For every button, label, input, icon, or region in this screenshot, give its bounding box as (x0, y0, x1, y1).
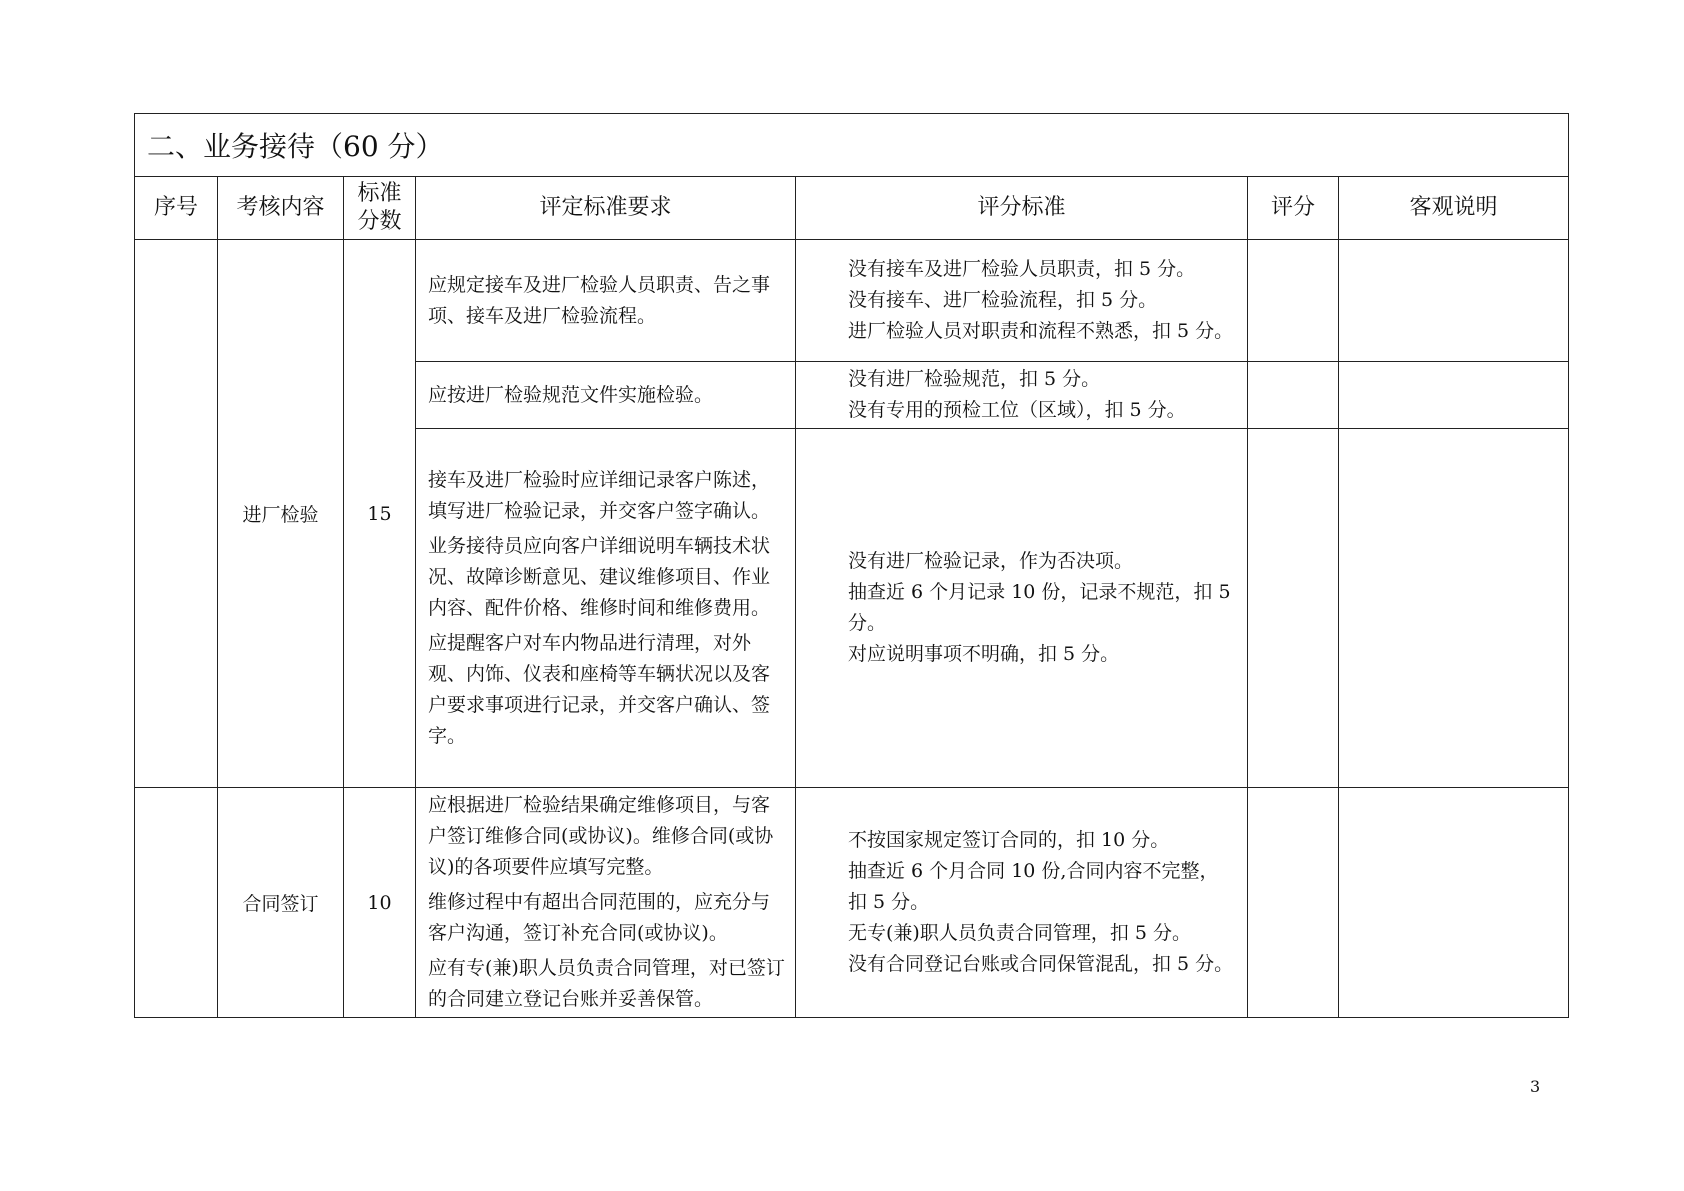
criteria-line: 没有进厂检验记录，作为否决项。 (848, 550, 1134, 572)
rating-cell (1248, 240, 1339, 362)
header-remarks: 客观说明 (1339, 177, 1569, 240)
score-cell: 10 (344, 788, 416, 1018)
seq-cell (135, 788, 218, 1018)
criteria-cell (796, 429, 1248, 788)
requirement-text: 接车及进厂检验时应详细记录客户陈述，填写进厂检验记录，并交客户签字确认。 (428, 468, 771, 522)
remarks-cell (1339, 429, 1569, 788)
header-score-line1: 标准 (357, 181, 402, 206)
requirement-cell (416, 429, 796, 788)
header-rating: 评分 (1248, 177, 1339, 240)
header-requirement: 评定标准要求 (416, 177, 796, 240)
table-row (135, 788, 1569, 1018)
requirement-text: 业务接待员应向客户详细说明车辆技术状况、故障诊断意见、建议维修项目、作业内容、配件价格、维修时间和维修费用。 (428, 534, 771, 619)
requirement-text: 应按进厂检验规范文件实施检验。 (428, 383, 714, 406)
criteria-line: 没有合同登记台账或合同保管混乱，扣 5 分。 (848, 953, 1234, 975)
content-cell: 进厂检验 (218, 240, 344, 788)
requirement-cell (416, 362, 796, 429)
criteria-line: 对应说明事项不明确，扣 5 分。 (848, 643, 1120, 665)
rating-cell (1248, 788, 1339, 1018)
criteria-cell (796, 240, 1248, 362)
requirement-text: 维修过程中有超出合同范围的，应充分与客户沟通，签订补充合同(或协议)。 (428, 891, 771, 944)
requirement-text: 应规定接车及进厂检验人员职责、告之事项、接车及进厂检验流程。 (428, 273, 771, 327)
criteria-line: 没有接车及进厂检验人员职责，扣 5 分。 (848, 258, 1196, 280)
header-content: 考核内容 (218, 177, 344, 240)
criteria-line: 没有进厂检验规范，扣 5 分。 (848, 368, 1101, 390)
requirement-cell (416, 240, 796, 362)
rating-cell (1248, 362, 1339, 429)
section-title-row (135, 114, 1569, 177)
remarks-cell (1339, 240, 1569, 362)
header-criteria: 评分标准 (796, 177, 1248, 240)
assessment-table (134, 113, 1569, 1018)
criteria-line: 进厂检验人员对职责和流程不熟悉，扣 5 分。 (848, 320, 1234, 342)
page-number: 3 (1530, 1077, 1541, 1096)
table-row (135, 240, 1569, 362)
header-score-line2: 分数 (357, 209, 402, 234)
seq-cell (135, 240, 218, 788)
rating-cell (1248, 429, 1339, 788)
requirement-cell (416, 788, 796, 1018)
criteria-line: 没有接车、进厂检验流程，扣 5 分。 (848, 289, 1158, 311)
score-cell: 15 (344, 240, 416, 788)
header-score (344, 177, 416, 240)
criteria-cell (796, 788, 1248, 1018)
criteria-cell (796, 362, 1248, 429)
criteria-line: 不按国家规定签订合同的，扣 10 分。 (848, 829, 1170, 851)
criteria-line: 无专(兼)职人员负责合同管理，扣 5 分。 (848, 922, 1191, 944)
requirement-text: 应根据进厂检验结果确定维修项目，与客户签订维修合同(或协议)。维修合同(或协议)的各项要件应填写完整。 (428, 794, 774, 878)
criteria-line: 抽查近 6 个月合同 10 份,合同内容不完整，扣 5 分。 (848, 860, 1219, 913)
remarks-cell (1339, 362, 1569, 429)
header-row (135, 177, 1569, 240)
remarks-cell (1339, 788, 1569, 1018)
header-seq: 序号 (135, 177, 218, 240)
requirement-text: 应有专(兼)职人员负责合同管理，对已签订的合同建立登记台账并妥善保管。 (428, 957, 785, 1010)
section-title: 二、业务接待（60 分） (135, 114, 1569, 177)
requirement-text: 应提醒客户对车内物品进行清理，对外观、内饰、仪表和座椅等车辆状况以及客户要求事项进行记录，并交客户确认、签字。 (428, 631, 771, 747)
criteria-line: 抽查近 6 个月记录 10 份，记录不规范，扣 5 分。 (848, 581, 1231, 634)
content-cell: 合同签订 (218, 788, 344, 1018)
criteria-line: 没有专用的预检工位（区域），扣 5 分。 (848, 399, 1186, 421)
